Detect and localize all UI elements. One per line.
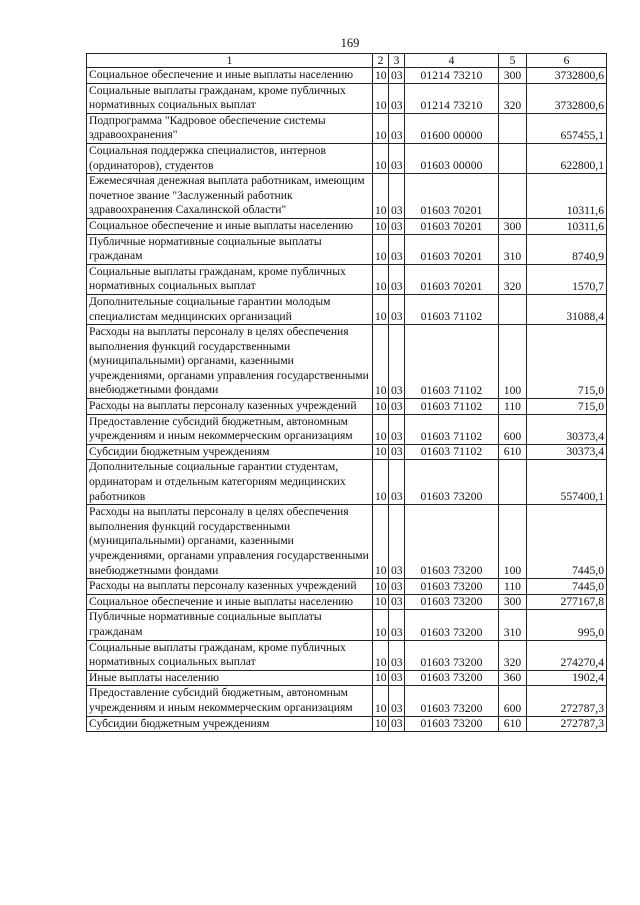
- row-subsection-cell: 03: [389, 218, 405, 234]
- row-expense-type-cell: 310: [499, 610, 527, 640]
- row-subsection-cell: 03: [389, 716, 405, 732]
- row-section-cell: 10: [373, 444, 389, 460]
- table-row: [87, 579, 607, 595]
- row-name-cell: Дополнительные социальные гарантии молодым специалистам медицинских организаций: [87, 294, 373, 324]
- table-row: [87, 294, 607, 324]
- table-row: [87, 399, 607, 415]
- table-row: [87, 143, 607, 173]
- row-name-cell: Социальное обеспечение и иные выплаты населению: [87, 594, 373, 610]
- row-target-article-cell: 01603 71102: [405, 414, 499, 444]
- row-amount-cell: 277167,8: [527, 594, 607, 610]
- row-name-cell: Социальные выплаты гражданам, кроме публичных нормативных социальных выплат: [87, 640, 373, 670]
- row-expense-type-cell: [499, 294, 527, 324]
- row-name-cell: Расходы на выплаты персоналу в целях обеспечения выполнения функций государственными (муниципальными) органами, казенными учреждениями, органами управления государственными внебюджетными фондами: [87, 325, 373, 399]
- row-target-article-cell: 01603 73200: [405, 594, 499, 610]
- row-section-cell: 10: [373, 399, 389, 415]
- row-section-cell: 10: [373, 414, 389, 444]
- table-row: [87, 414, 607, 444]
- row-name-cell: Социальные выплаты гражданам, кроме публичных нормативных социальных выплат: [87, 264, 373, 294]
- row-subsection-cell: 03: [389, 460, 405, 505]
- row-amount-cell: 622800,1: [527, 143, 607, 173]
- row-expense-type-cell: 360: [499, 670, 527, 686]
- row-target-article-cell: 01603 00000: [405, 143, 499, 173]
- row-section-cell: 10: [373, 716, 389, 732]
- row-name-cell: Ежемесячная денежная выплата работникам, имеющим почетное звание "Заслуженный работник здравоохранения Сахалинской области": [87, 174, 373, 219]
- row-expense-type-cell: 110: [499, 399, 527, 415]
- table-row: [87, 716, 607, 732]
- row-amount-cell: 1570,7: [527, 264, 607, 294]
- row-expense-type-cell: 600: [499, 686, 527, 716]
- row-amount-cell: 8740,9: [527, 234, 607, 264]
- row-amount-cell: 30373,4: [527, 414, 607, 444]
- row-name-cell: Публичные нормативные социальные выплаты гражданам: [87, 610, 373, 640]
- row-target-article-cell: 01603 70201: [405, 264, 499, 294]
- row-name-cell: Субсидии бюджетным учреждениям: [87, 716, 373, 732]
- row-name-cell: Социальное обеспечение и иные выплаты населению: [87, 218, 373, 234]
- column-header: 3: [389, 54, 405, 68]
- row-amount-cell: 1902,4: [527, 670, 607, 686]
- column-header: 6: [527, 54, 607, 68]
- row-amount-cell: 715,0: [527, 325, 607, 399]
- table-row: [87, 264, 607, 294]
- row-name-cell: Социальная поддержка специалистов, интернов (ординаторов), студентов: [87, 143, 373, 173]
- row-amount-cell: 274270,4: [527, 640, 607, 670]
- table-row: [87, 234, 607, 264]
- row-target-article-cell: 01600 00000: [405, 113, 499, 143]
- row-amount-cell: 10311,6: [527, 174, 607, 219]
- row-amount-cell: 272787,3: [527, 716, 607, 732]
- row-subsection-cell: 03: [389, 594, 405, 610]
- row-subsection-cell: 03: [389, 686, 405, 716]
- row-expense-type-cell: 320: [499, 640, 527, 670]
- row-subsection-cell: 03: [389, 113, 405, 143]
- row-expense-type-cell: [499, 460, 527, 505]
- table-header-row: [87, 54, 607, 68]
- row-expense-type-cell: 100: [499, 325, 527, 399]
- row-expense-type-cell: 610: [499, 716, 527, 732]
- row-name-cell: Социальное обеспечение и иные выплаты населению: [87, 68, 373, 84]
- table-row: [87, 68, 607, 84]
- row-target-article-cell: 01603 70201: [405, 234, 499, 264]
- row-target-article-cell: 01603 73200: [405, 716, 499, 732]
- row-subsection-cell: 03: [389, 505, 405, 579]
- row-name-cell: Публичные нормативные социальные выплаты гражданам: [87, 234, 373, 264]
- row-subsection-cell: 03: [389, 399, 405, 415]
- row-amount-cell: 30373,4: [527, 444, 607, 460]
- row-amount-cell: 272787,3: [527, 686, 607, 716]
- row-subsection-cell: 03: [389, 414, 405, 444]
- row-target-article-cell: 01603 73200: [405, 640, 499, 670]
- row-section-cell: 10: [373, 505, 389, 579]
- row-subsection-cell: 03: [389, 294, 405, 324]
- row-subsection-cell: 03: [389, 670, 405, 686]
- row-amount-cell: 3732800,6: [527, 68, 607, 84]
- table-row: [87, 460, 607, 505]
- table-row: [87, 686, 607, 716]
- row-expense-type-cell: 310: [499, 234, 527, 264]
- row-target-article-cell: 01603 73200: [405, 460, 499, 505]
- row-subsection-cell: 03: [389, 234, 405, 264]
- row-expense-type-cell: 610: [499, 444, 527, 460]
- row-section-cell: 10: [373, 579, 389, 595]
- row-target-article-cell: 01603 70201: [405, 174, 499, 219]
- row-target-article-cell: 01603 73200: [405, 505, 499, 579]
- row-expense-type-cell: 100: [499, 505, 527, 579]
- row-target-article-cell: 01603 71102: [405, 294, 499, 324]
- table-row: [87, 610, 607, 640]
- row-expense-type-cell: 320: [499, 83, 527, 113]
- table-row: [87, 444, 607, 460]
- row-amount-cell: 7445,0: [527, 579, 607, 595]
- row-target-article-cell: 01603 71102: [405, 325, 499, 399]
- row-subsection-cell: 03: [389, 264, 405, 294]
- row-section-cell: 10: [373, 234, 389, 264]
- row-section-cell: 10: [373, 610, 389, 640]
- row-amount-cell: 31088,4: [527, 294, 607, 324]
- row-amount-cell: 715,0: [527, 399, 607, 415]
- table-row: [87, 113, 607, 143]
- row-subsection-cell: 03: [389, 640, 405, 670]
- row-target-article-cell: 01603 73200: [405, 670, 499, 686]
- row-subsection-cell: 03: [389, 610, 405, 640]
- table-row: [87, 174, 607, 219]
- row-expense-type-cell: 300: [499, 68, 527, 84]
- column-header: 4: [405, 54, 499, 68]
- row-amount-cell: 657455,1: [527, 113, 607, 143]
- row-subsection-cell: 03: [389, 143, 405, 173]
- row-target-article-cell: 01603 71102: [405, 444, 499, 460]
- row-section-cell: 10: [373, 594, 389, 610]
- row-subsection-cell: 03: [389, 174, 405, 219]
- row-expense-type-cell: 110: [499, 579, 527, 595]
- row-section-cell: 10: [373, 174, 389, 219]
- row-section-cell: 10: [373, 460, 389, 505]
- row-section-cell: 10: [373, 640, 389, 670]
- row-name-cell: Социальные выплаты гражданам, кроме публичных нормативных социальных выплат: [87, 83, 373, 113]
- row-target-article-cell: 01603 73200: [405, 610, 499, 640]
- table-row: [87, 83, 607, 113]
- row-section-cell: 10: [373, 113, 389, 143]
- row-subsection-cell: 03: [389, 579, 405, 595]
- row-section-cell: 10: [373, 218, 389, 234]
- row-subsection-cell: 03: [389, 68, 405, 84]
- table-row: [87, 218, 607, 234]
- row-amount-cell: 3732800,6: [527, 83, 607, 113]
- row-name-cell: Расходы на выплаты персоналу казенных учреждений: [87, 579, 373, 595]
- table-row: [87, 640, 607, 670]
- row-amount-cell: 10311,6: [527, 218, 607, 234]
- row-expense-type-cell: 300: [499, 594, 527, 610]
- row-amount-cell: 995,0: [527, 610, 607, 640]
- row-section-cell: 10: [373, 143, 389, 173]
- row-expense-type-cell: 300: [499, 218, 527, 234]
- row-name-cell: Расходы на выплаты персоналу в целях обеспечения выполнения функций государственными (муниципальными) органами, казенными учреждениями, органами управления государственными внебюджетными фондами: [87, 505, 373, 579]
- row-name-cell: Дополнительные социальные гарантии студентам, ординаторам и отдельным категориям медицинских работников: [87, 460, 373, 505]
- row-section-cell: 10: [373, 294, 389, 324]
- row-name-cell: Расходы на выплаты персоналу казенных учреждений: [87, 399, 373, 415]
- row-subsection-cell: 03: [389, 444, 405, 460]
- row-expense-type-cell: [499, 174, 527, 219]
- budget-table: [86, 53, 607, 732]
- row-target-article-cell: 01214 73210: [405, 83, 499, 113]
- column-header: 1: [87, 54, 373, 68]
- row-name-cell: Предоставление субсидий бюджетным, автономным учреждениям и иным некоммерческим организациям: [87, 686, 373, 716]
- table-row: [87, 505, 607, 579]
- row-section-cell: 10: [373, 83, 389, 113]
- row-expense-type-cell: 320: [499, 264, 527, 294]
- row-target-article-cell: 01603 70201: [405, 218, 499, 234]
- row-subsection-cell: 03: [389, 83, 405, 113]
- row-expense-type-cell: [499, 143, 527, 173]
- row-target-article-cell: 01603 73200: [405, 686, 499, 716]
- table-row: [87, 325, 607, 399]
- row-name-cell: Предоставление субсидий бюджетным, автономным учреждениям и иным некоммерческим организациям: [87, 414, 373, 444]
- row-section-cell: 10: [373, 264, 389, 294]
- row-section-cell: 10: [373, 670, 389, 686]
- row-section-cell: 10: [373, 68, 389, 84]
- column-header: 5: [499, 54, 527, 68]
- row-section-cell: 10: [373, 325, 389, 399]
- row-expense-type-cell: 600: [499, 414, 527, 444]
- row-section-cell: 10: [373, 686, 389, 716]
- row-expense-type-cell: [499, 113, 527, 143]
- row-amount-cell: 557400,1: [527, 460, 607, 505]
- row-target-article-cell: 01603 73200: [405, 579, 499, 595]
- row-name-cell: Подпрограмма "Кадровое обеспечение системы здравоохранения": [87, 113, 373, 143]
- row-name-cell: Иные выплаты населению: [87, 670, 373, 686]
- row-amount-cell: 7445,0: [527, 505, 607, 579]
- table-row: [87, 670, 607, 686]
- row-name-cell: Субсидии бюджетным учреждениям: [87, 444, 373, 460]
- table-row: [87, 594, 607, 610]
- row-target-article-cell: 01603 71102: [405, 399, 499, 415]
- column-header: 2: [373, 54, 389, 68]
- row-target-article-cell: 01214 73210: [405, 68, 499, 84]
- page-number: 169: [340, 36, 360, 50]
- row-subsection-cell: 03: [389, 325, 405, 399]
